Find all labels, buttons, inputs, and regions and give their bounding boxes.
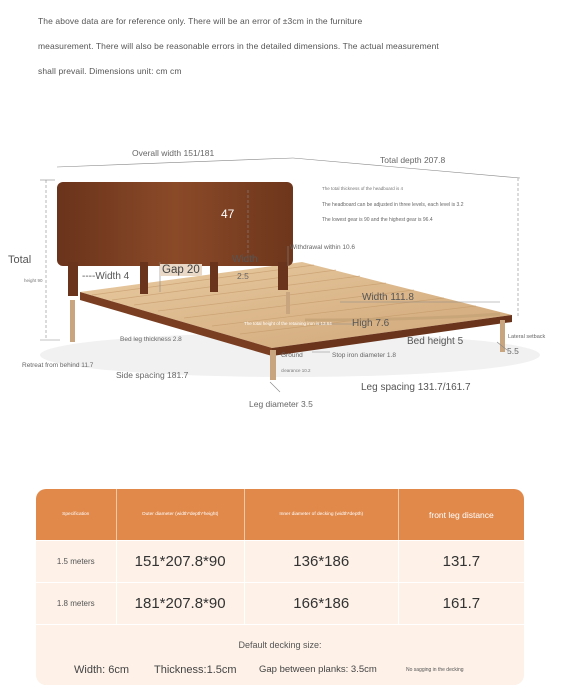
header-inner-diameter: Inner diameter of decking (width*depth) [245, 489, 399, 540]
decking-gap: Gap between planks: 3.5cm [259, 664, 377, 675]
headboard-post-1 [68, 262, 78, 296]
headboard-note-3: The lowest gear is 90 and the highest gear is 96.4 [322, 217, 433, 223]
width-4-label: ----Width 4 [82, 271, 130, 282]
slat-width-label: Width 111.8 [362, 292, 414, 303]
disclaimer-line-1: The above data are for reference only. There will be an error of ±3cm in the furniture [38, 16, 363, 26]
stop-iron-label: Stop iron diameter 1.8 [332, 352, 396, 359]
cell-inner: 136*186 [245, 541, 399, 582]
total-depth-label: Total depth 207.8 [380, 155, 446, 165]
bed-height-label: Bed height 5 [407, 336, 464, 347]
headboard-note-1: The total thickness of the headboard is 4 [322, 186, 404, 191]
disclaimer-line-2: measurement. There will also be reasonable errors in the detailed dimensions. The actual measurement [38, 41, 439, 51]
gap-20-label: Gap 20 [162, 264, 200, 276]
leg-back [286, 292, 290, 314]
decking-width: Width: 6cm [74, 664, 130, 676]
cell-outer: 151*207.8*90 [117, 541, 245, 582]
iron-height-note: The total height of the retaining iron is 13.64 [244, 321, 332, 326]
width-25-value: 2.5 [237, 271, 249, 281]
side-spacing-label: Side spacing 181.7 [116, 370, 189, 380]
leg-front-right [500, 320, 505, 352]
table-row [36, 582, 524, 624]
decking-footer [36, 624, 524, 685]
leg-diameter-label: Leg diameter 3.5 [249, 399, 313, 409]
ground-label: Ground [281, 352, 303, 359]
header-front-leg-distance: front leg distance [429, 509, 494, 520]
lateral-setback-label: Lateral setback [508, 334, 546, 340]
headboard-post-4 [278, 262, 288, 290]
value-55-label: 5.5 [507, 346, 519, 356]
bed-leg-thickness-label: Bed leg thickness 2.8 [120, 336, 182, 343]
overall-width-label: Overall width 151/181 [132, 148, 215, 158]
cell-outer: 181*207.8*90 [117, 583, 245, 624]
withdrawal-label: Withdrawal within 10.6 [290, 244, 356, 251]
decking-title: Default decking size: [238, 640, 322, 650]
decking-thickness: Thickness:1.5cm [154, 664, 237, 676]
header-specification: Specification [36, 489, 117, 540]
cell-spec: 1.8 meters [36, 583, 117, 624]
cell-spec: 1.5 meters [36, 541, 117, 582]
headboard-post-2 [140, 262, 148, 294]
height-47-label: 47 [221, 207, 235, 221]
high-76-label: High 7.6 [352, 318, 390, 329]
table-header-row [36, 489, 524, 540]
total-label: Total [8, 254, 32, 266]
leg-front-left [70, 300, 75, 342]
leg-spacing-label: Leg spacing 131.7/161.7 [361, 382, 471, 393]
total-sub-label: height 90 [24, 278, 43, 283]
headboard-post-3 [210, 262, 218, 292]
retreat-label: Retreat from behind 11.7 [22, 362, 94, 369]
header-outer-diameter: Outer diameter (width*depth*height) [117, 489, 245, 540]
cell-leg-distance: 131.7 [442, 553, 481, 570]
disclaimer-line-3: shall prevail. Dimensions unit: cm cm [38, 66, 182, 76]
leg-front-center [270, 350, 276, 380]
cell-leg-distance: 161.7 [442, 595, 481, 612]
headboard-note-2: The headboard can be adjusted in three levels, each level is 3.2 [322, 202, 464, 208]
headboard-panel [57, 182, 293, 266]
width-25-label: Width [232, 254, 258, 265]
cell-inner: 166*186 [245, 583, 399, 624]
clearance-label: clearance 10.2 [281, 368, 311, 373]
table-row [36, 540, 524, 582]
decking-note: No sagging in the decking [406, 667, 464, 673]
spec-table [36, 489, 524, 685]
